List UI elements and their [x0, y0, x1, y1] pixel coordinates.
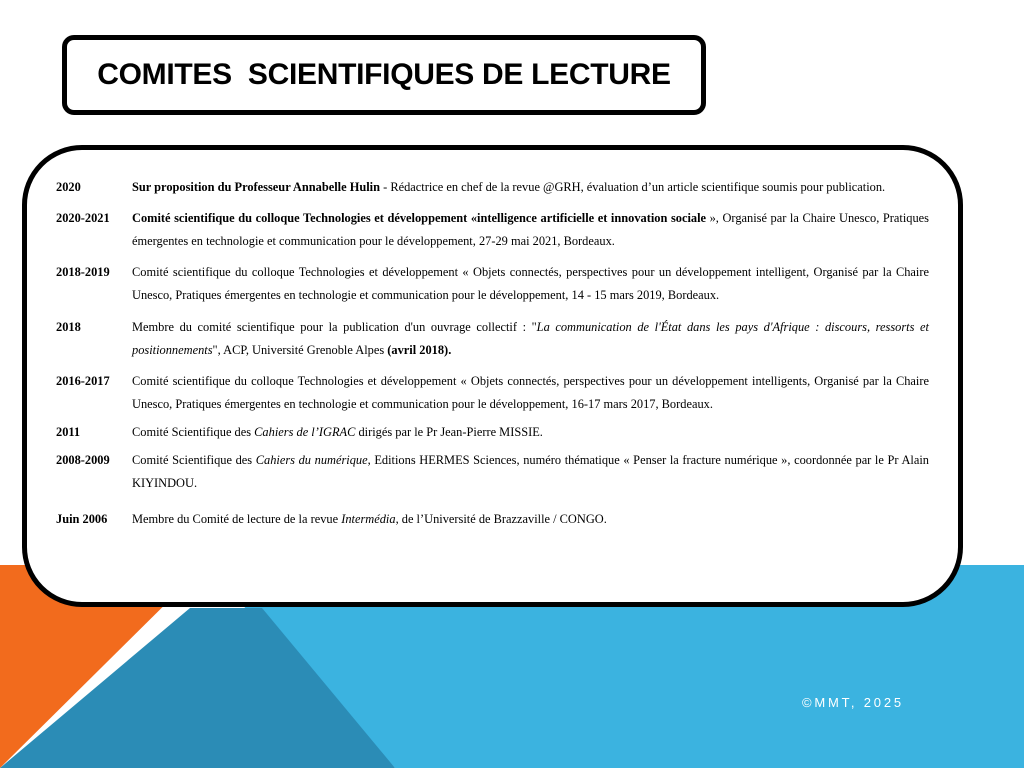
entry-description [132, 207, 929, 253]
entry-text: Intermédia [341, 512, 396, 526]
entry-text: Cahiers de l’IGRAC [254, 425, 356, 439]
committee-list [56, 176, 929, 531]
committee-entry [56, 207, 929, 253]
entry-text: Comité scientifique du colloque Technologies et développement « Objets connectés, perspectives pour un développement intelligents, Organisé par la Chaire Unesco, Pratiques émergentes en technologie et communication pour le développement, 16-17 mars 2017, Bordeaux. [132, 374, 929, 411]
entry-description [132, 316, 929, 362]
entry-year: 2018-2019 [56, 265, 110, 279]
committee-entry [56, 176, 929, 199]
entry-description [132, 421, 929, 444]
entry-description [132, 370, 929, 416]
entry-text: , de l’Université de Brazzaville / CONGO. [395, 512, 607, 526]
entry-text: », Organisé par la Chaire Unesco, Pratiques émergentes en technologie et communication pour le développement, 27-29 mai 2021, Bordeaux. [132, 211, 929, 248]
copyright-footer: ©MMT, 2025 [802, 695, 904, 710]
entry-text: Comité Scientifique des [132, 453, 256, 467]
title-box [62, 35, 706, 115]
entry-text: Membre du comité scientifique pour la publication d'un ouvrage collectif : " [132, 320, 537, 334]
entry-description [132, 508, 929, 531]
entry-text: ", ACP, Université Grenoble Alpes [212, 343, 388, 357]
entry-year: 2020-2021 [56, 211, 110, 225]
entry-text: La communication de l'État dans les pays d'Afrique : discours, ressorts et positionnements [132, 320, 929, 357]
entry-description [132, 449, 929, 495]
entry-year: 2020 [56, 180, 81, 194]
entry-text: Cahiers du numérique [255, 453, 368, 467]
entry-description [132, 261, 929, 307]
committee-entry [56, 421, 929, 444]
entry-text: Comité scientifique du colloque Technologies et développement « Objets connectés, perspectives pour un développement intelligent, Organisé par la Chaire Unesco, Pratiques émergentes en technologie et communication pour le développement, 14 - 15 mars 2019, Bordeaux. [132, 265, 929, 302]
entry-year: 2011 [56, 425, 81, 439]
entry-text: - Rédactrice en chef de la revue @GRH, évaluation d’un article scientifique soumis pour publication. [380, 180, 886, 194]
entry-text: Sur proposition du Professeur Annabelle Hulin [132, 180, 380, 194]
entry-text: Membre du Comité de lecture de la revue [132, 512, 342, 526]
entry-text: Comité Scientifique des [132, 425, 255, 439]
entry-text: dirigés par le Pr Jean-Pierre MISSIE. [355, 425, 543, 439]
committee-entry [56, 261, 929, 307]
committee-entry [56, 370, 929, 416]
entry-text: Comité scientifique du colloque Technologies et développement «intelligence artificielle et innovation sociale [132, 211, 707, 225]
committee-entry [56, 449, 929, 495]
committee-entry [56, 508, 929, 531]
entry-description [132, 176, 929, 199]
entry-text: , Editions HERMES Sciences, numéro thématique « Penser la fracture numérique », coordonnée par le Pr Alain KIYINDOU. [132, 453, 929, 490]
entry-year: 2018 [56, 320, 81, 334]
entry-text: (avril 2018). [387, 343, 452, 357]
entry-year: Juin 2006 [56, 512, 108, 526]
committee-entry [56, 316, 929, 362]
entry-year: 2008-2009 [56, 453, 110, 467]
slide-title: COMITES SCIENTIFIQUES DE LECTURE [97, 58, 671, 91]
entry-year: 2016-2017 [56, 374, 110, 388]
